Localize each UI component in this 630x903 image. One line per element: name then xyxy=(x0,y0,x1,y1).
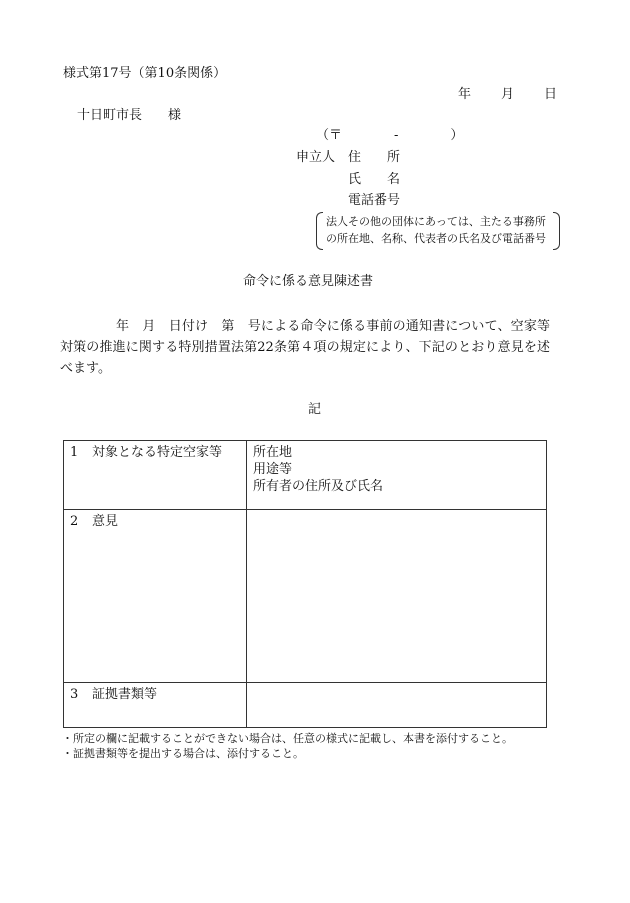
date-year: 年 xyxy=(458,87,472,102)
usage-label: 用途等 xyxy=(253,462,293,477)
recipient: 十日町市長 様 xyxy=(77,108,182,123)
footnotes xyxy=(62,731,513,761)
row1-label: 対象となる特定空家等 xyxy=(92,445,223,460)
applicant-name-label: 氏 名 xyxy=(348,172,401,187)
footnote-1: ・所定の欄に記載することができない場合は、任意の様式に記載し、本書を添付すること。 xyxy=(62,732,513,745)
row3-number: 3 xyxy=(70,686,79,702)
date-day: 日 xyxy=(544,87,558,102)
opinion-cell[interactable] xyxy=(247,510,547,682)
location-label: 所在地 xyxy=(253,445,293,460)
date-month: 月 xyxy=(501,87,515,102)
evidence-cell[interactable] xyxy=(247,682,547,727)
row3-label-cell xyxy=(64,682,247,727)
body-text: 年 月 日付け 第 号による命令に係る事前の通知書について、空家等対策の推進に関する特別措置法第22条第４項の規定により、下記のとおり意見を述べます。 xyxy=(60,319,550,376)
bracket-left xyxy=(316,212,323,250)
row2-label: 意見 xyxy=(92,514,119,530)
applicant-phone-label: 電話番号 xyxy=(348,193,401,208)
bracket-right xyxy=(553,212,560,250)
row1-value-cell[interactable] xyxy=(247,441,547,510)
corporate-note-line2: の所在地、名称、代表者の氏名及び電話番号 xyxy=(326,232,546,245)
footnote-2: ・証拠書類等を提出する場合は、添付すること。 xyxy=(62,747,304,760)
applicant-label: 申立人 xyxy=(296,150,336,165)
document-title: 命令に係る意見陳述書 xyxy=(243,274,374,289)
table-row xyxy=(64,682,547,727)
row1-number: 1 xyxy=(70,445,79,460)
ki-heading: 記 xyxy=(308,402,322,417)
row2-number: 2 xyxy=(70,514,79,530)
table-row xyxy=(64,441,547,510)
corporate-note-line1: 法人その他の団体にあっては、主たる事務所 xyxy=(326,215,546,228)
row2-label-cell xyxy=(64,510,247,682)
row3-label: 証拠書類等 xyxy=(92,686,158,702)
applicant-address-label: 住 所 xyxy=(348,150,401,165)
form-number: 様式第17号（第10条関係） xyxy=(63,66,227,81)
row1-label-cell xyxy=(64,441,247,510)
postal-code: （〒 - ） xyxy=(316,128,464,143)
corporate-note-text xyxy=(326,213,546,247)
table-row xyxy=(64,510,547,682)
main-table xyxy=(63,440,547,728)
owner-label: 所有者の住所及び氏名 xyxy=(253,479,384,494)
corporate-note xyxy=(316,212,560,250)
date-line xyxy=(458,87,557,103)
